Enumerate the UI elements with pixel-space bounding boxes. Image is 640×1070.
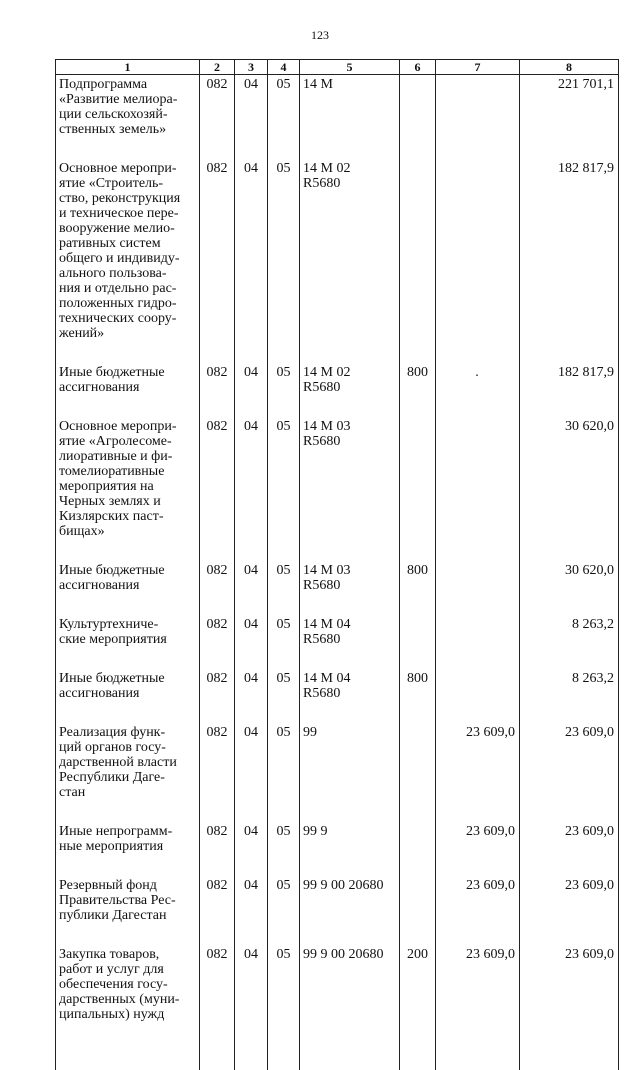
row-name-cell [56, 75, 200, 160]
amount-col7-cell: 23 609,0 [436, 876, 520, 945]
target-article-cell [300, 723, 400, 822]
target-article-line: 14 М 03 [303, 419, 396, 434]
page-number: 123 [0, 28, 640, 43]
amount-col7-cell [436, 159, 520, 363]
ministry-code-cell: 082 [200, 615, 235, 669]
table-row [56, 822, 619, 876]
subsection-code-cell: 05 [268, 876, 300, 945]
column-header-5: 5 [300, 60, 400, 75]
target-article-line: 99 9 00 20680 [303, 947, 396, 962]
expense-type-cell: 800 [400, 669, 436, 723]
table-row [56, 417, 619, 561]
target-article-line: 14 М 03 [303, 563, 396, 578]
target-article-line: R5680 [303, 578, 396, 593]
target-article-line: 14 М 02 [303, 365, 396, 380]
target-article-line: 99 9 [303, 824, 396, 839]
row-name-line: ципальных) нужд [59, 1007, 196, 1022]
amount-col8-cell: 8 263,2 [520, 669, 619, 723]
amount-col8-cell: 23 609,0 [520, 945, 619, 1044]
row-name-cell [56, 561, 200, 615]
column-header-8: 8 [520, 60, 619, 75]
row-name-line: Черных землях и [59, 494, 196, 509]
row-name-cell [56, 876, 200, 945]
filler-cell [200, 1044, 235, 1070]
filler-cell [235, 1044, 268, 1070]
column-number-header [56, 60, 619, 75]
subsection-code-cell: 05 [268, 822, 300, 876]
amount-col8-cell: 182 817,9 [520, 159, 619, 363]
budget-table [55, 59, 619, 1070]
section-code-cell: 04 [235, 723, 268, 822]
row-name-line: мероприятия на [59, 479, 196, 494]
row-name-cell [56, 822, 200, 876]
row-name-line: ального пользова- [59, 266, 196, 281]
row-name-line: ния и отдельно рас- [59, 281, 196, 296]
subsection-code-cell: 05 [268, 669, 300, 723]
row-name-line: Кизлярских паст- [59, 509, 196, 524]
column-header-6: 6 [400, 60, 436, 75]
expense-type-cell [400, 75, 436, 160]
target-article-cell [300, 75, 400, 160]
subsection-code-cell: 05 [268, 945, 300, 1044]
filler-cell [400, 1044, 436, 1070]
section-code-cell: 04 [235, 417, 268, 561]
row-name-line: Правительства Рес- [59, 893, 196, 908]
row-name-line: технических соору- [59, 311, 196, 326]
amount-col8-cell: 182 817,9 [520, 363, 619, 417]
row-name-line: Реализация функ- [59, 725, 196, 740]
target-article-cell [300, 669, 400, 723]
ministry-code-cell: 082 [200, 417, 235, 561]
budget-table-container [55, 59, 618, 1070]
expense-type-cell: 800 [400, 561, 436, 615]
row-name-line: жений» [59, 326, 196, 341]
amount-col8-cell: 23 609,0 [520, 822, 619, 876]
target-article-cell [300, 945, 400, 1044]
row-name-line: Подпрограмма [59, 77, 196, 92]
row-name-line: Основное меропри- [59, 419, 196, 434]
target-article-line: 99 [303, 725, 396, 740]
amount-col8-cell: 30 620,0 [520, 417, 619, 561]
row-name-line: Культуртехниче- [59, 617, 196, 632]
target-article-line: 14 М 02 [303, 161, 396, 176]
row-name-line: Республики Даге- [59, 770, 196, 785]
amount-col7-cell [436, 75, 520, 160]
row-name-line: Резервный фонд [59, 878, 196, 893]
ministry-code-cell: 082 [200, 561, 235, 615]
amount-col7-cell [436, 561, 520, 615]
subsection-code-cell: 05 [268, 417, 300, 561]
row-name-line: ассигнования [59, 578, 196, 593]
subsection-code-cell: 05 [268, 561, 300, 615]
target-article-line: R5680 [303, 632, 396, 647]
row-name-line: дарственных (муни- [59, 992, 196, 1007]
row-name-line: положенных гидро- [59, 296, 196, 311]
ministry-code-cell: 082 [200, 945, 235, 1044]
table-filler-row [56, 1044, 619, 1070]
amount-col8-cell: 23 609,0 [520, 876, 619, 945]
row-name-line: ственных земель» [59, 122, 196, 137]
expense-type-cell: 200 [400, 945, 436, 1044]
row-name-line: ции сельскохозяй- [59, 107, 196, 122]
expense-type-cell: 800 [400, 363, 436, 417]
target-article-line: R5680 [303, 380, 396, 395]
filler-cell [268, 1044, 300, 1070]
ministry-code-cell: 082 [200, 75, 235, 160]
amount-col7-cell [436, 669, 520, 723]
row-name-line: лиоративные и фи- [59, 449, 196, 464]
row-name-cell [56, 723, 200, 822]
target-article-cell [300, 417, 400, 561]
section-code-cell: 04 [235, 945, 268, 1044]
column-header-1: 1 [56, 60, 200, 75]
expense-type-cell [400, 159, 436, 363]
row-name-line: и техническое пере- [59, 206, 196, 221]
amount-col8-cell: 23 609,0 [520, 723, 619, 822]
target-article-cell [300, 876, 400, 945]
row-name-line: Иные бюджетные [59, 365, 196, 380]
section-code-cell: 04 [235, 561, 268, 615]
row-name-line: ятие «Агролесоме- [59, 434, 196, 449]
row-name-cell [56, 615, 200, 669]
table-row [56, 159, 619, 363]
ministry-code-cell: 082 [200, 669, 235, 723]
table-row [56, 75, 619, 160]
target-article-line: 99 9 00 20680 [303, 878, 396, 893]
amount-col7-cell: 23 609,0 [436, 723, 520, 822]
target-article-line: R5680 [303, 686, 396, 701]
amount-col7-cell: 23 609,0 [436, 945, 520, 1044]
amount-col8-cell: 8 263,2 [520, 615, 619, 669]
row-name-line: обеспечения госу- [59, 977, 196, 992]
row-name-cell [56, 945, 200, 1044]
subsection-code-cell: 05 [268, 723, 300, 822]
column-header-3: 3 [235, 60, 268, 75]
subsection-code-cell: 05 [268, 159, 300, 363]
row-name-cell [56, 417, 200, 561]
section-code-cell: 04 [235, 75, 268, 160]
section-code-cell: 04 [235, 159, 268, 363]
table-row [56, 723, 619, 822]
filler-cell [56, 1044, 200, 1070]
target-article-cell [300, 363, 400, 417]
filler-cell [300, 1044, 400, 1070]
target-article-line: 14 М 04 [303, 671, 396, 686]
row-name-line: бищах» [59, 524, 196, 539]
row-name-line: Иные непрограмм- [59, 824, 196, 839]
expense-type-cell [400, 417, 436, 561]
table-row [56, 945, 619, 1044]
section-code-cell: 04 [235, 876, 268, 945]
row-name-cell [56, 363, 200, 417]
row-name-line: ские мероприятия [59, 632, 196, 647]
amount-col8-cell: 221 701,1 [520, 75, 619, 160]
row-name-line: ные мероприятия [59, 839, 196, 854]
ministry-code-cell: 082 [200, 159, 235, 363]
amount-col7-cell [436, 417, 520, 561]
row-name-cell [56, 159, 200, 363]
row-name-line: «Развитие мелиора- [59, 92, 196, 107]
row-name-line: ассигнования [59, 380, 196, 395]
section-code-cell: 04 [235, 363, 268, 417]
expense-type-cell [400, 822, 436, 876]
row-name-line: ассигнования [59, 686, 196, 701]
table-row [56, 615, 619, 669]
ministry-code-cell: 082 [200, 822, 235, 876]
section-code-cell: 04 [235, 822, 268, 876]
row-name-line: Иные бюджетные [59, 563, 196, 578]
expense-type-cell [400, 876, 436, 945]
filler-cell [520, 1044, 619, 1070]
row-name-line: Основное меропри- [59, 161, 196, 176]
row-name-line: ративных систем [59, 236, 196, 251]
target-article-cell [300, 159, 400, 363]
section-code-cell: 04 [235, 669, 268, 723]
row-name-line: ций органов госу- [59, 740, 196, 755]
expense-type-cell [400, 723, 436, 822]
row-name-line: вооружение мелио- [59, 221, 196, 236]
target-article-cell [300, 615, 400, 669]
ministry-code-cell: 082 [200, 876, 235, 945]
subsection-code-cell: 05 [268, 615, 300, 669]
ministry-code-cell: 082 [200, 363, 235, 417]
table-row [56, 363, 619, 417]
column-header-7: 7 [436, 60, 520, 75]
section-code-cell: 04 [235, 615, 268, 669]
row-name-line: Закупка товаров, [59, 947, 196, 962]
expense-type-cell [400, 615, 436, 669]
column-header-4: 4 [268, 60, 300, 75]
target-article-line: 14 М 04 [303, 617, 396, 632]
amount-col7-cell: 23 609,0 [436, 822, 520, 876]
row-name-line: общего и индивиду- [59, 251, 196, 266]
target-article-cell [300, 561, 400, 615]
amount-col7-cell [436, 615, 520, 669]
subsection-code-cell: 05 [268, 75, 300, 160]
target-article-line: 14 М [303, 77, 396, 92]
row-name-line: работ и услуг для [59, 962, 196, 977]
target-article-line: R5680 [303, 176, 396, 191]
row-name-line: стан [59, 785, 196, 800]
amount-col7-cell: . [436, 363, 520, 417]
subsection-code-cell: 05 [268, 363, 300, 417]
row-name-line: дарственной власти [59, 755, 196, 770]
filler-cell [436, 1044, 520, 1070]
table-row [56, 669, 619, 723]
ministry-code-cell: 082 [200, 723, 235, 822]
target-article-line: R5680 [303, 434, 396, 449]
row-name-line: томелиоративные [59, 464, 196, 479]
table-body [56, 75, 619, 1070]
row-name-cell [56, 669, 200, 723]
row-name-line: Иные бюджетные [59, 671, 196, 686]
row-name-line: ятие «Строитель- [59, 176, 196, 191]
target-article-cell [300, 822, 400, 876]
amount-col8-cell: 30 620,0 [520, 561, 619, 615]
table-row [56, 876, 619, 945]
table-row [56, 561, 619, 615]
column-header-2: 2 [200, 60, 235, 75]
row-name-line: ство, реконструкция [59, 191, 196, 206]
row-name-line: публики Дагестан [59, 908, 196, 923]
